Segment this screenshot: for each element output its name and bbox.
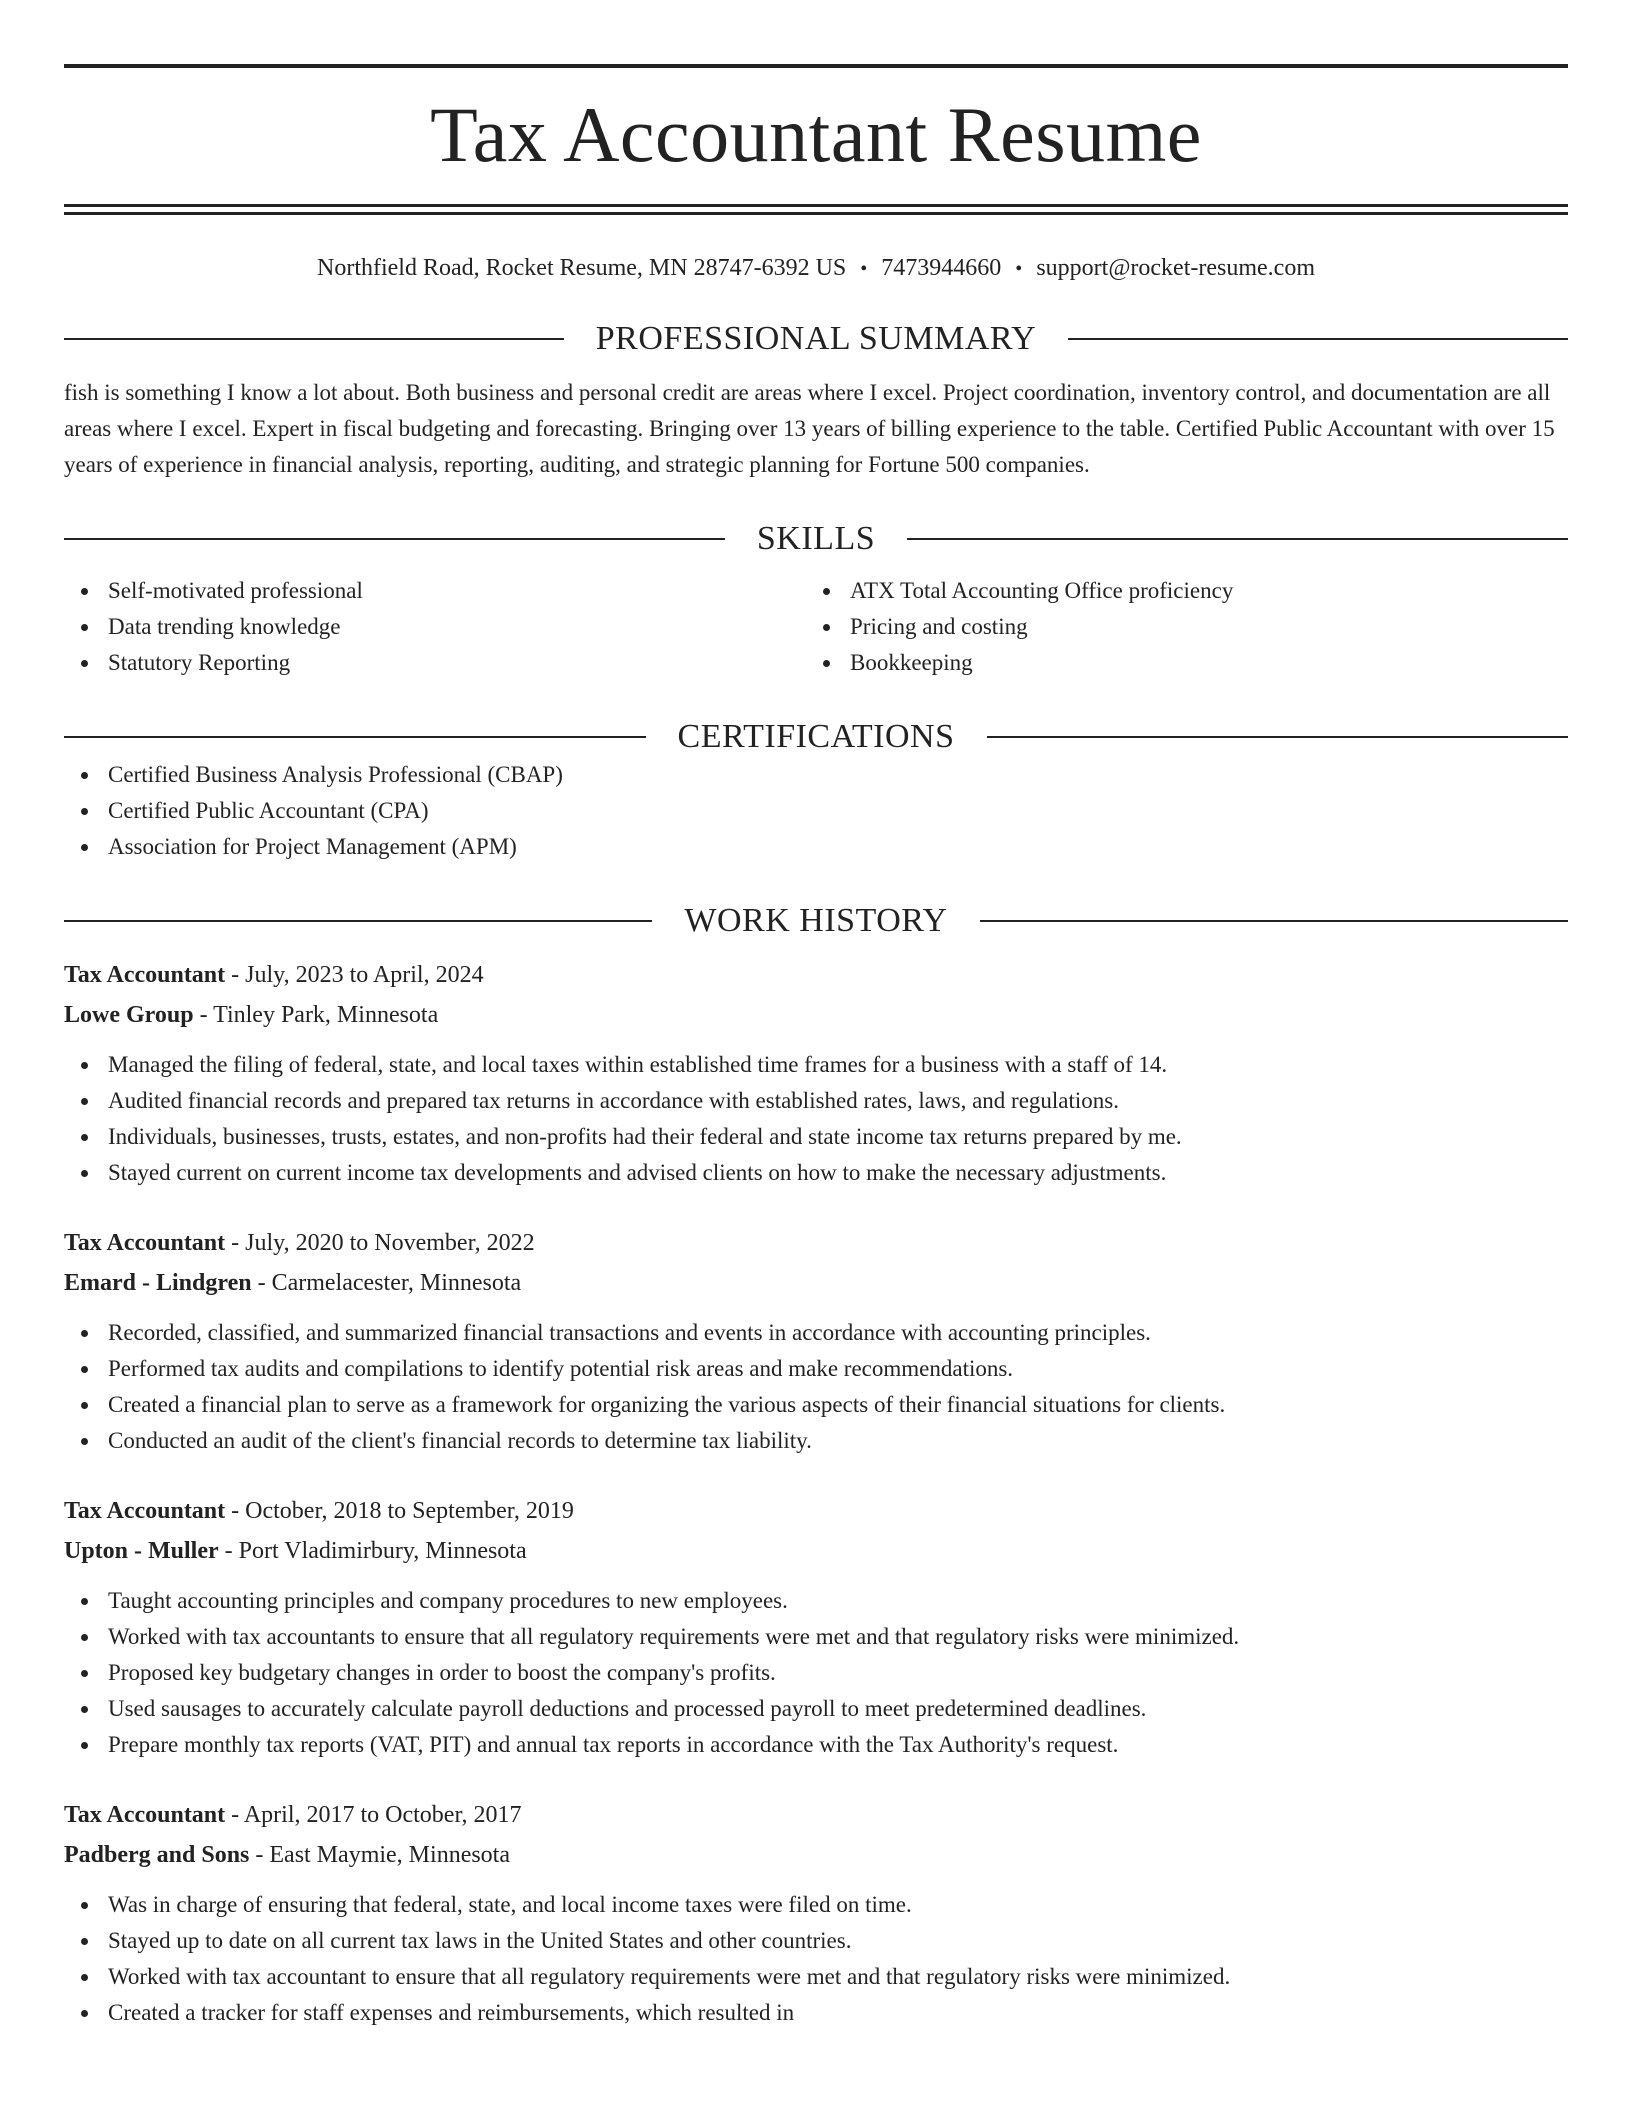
- job-dates: - July, 2023 to April, 2024: [225, 962, 484, 988]
- heading-rule-right: [987, 736, 1569, 738]
- heading-rule-left: [64, 338, 564, 340]
- job-bullets: [64, 1887, 1568, 2031]
- title-double-rule: [64, 204, 1568, 215]
- heading-rule-right: [1068, 338, 1568, 340]
- job-entry: [64, 955, 1568, 1191]
- contact-address: Northfield Road, Rocket Resume, MN 28747-6392 US: [317, 255, 847, 281]
- job-bullet: Worked with tax accountants to ensure that all regulatory requirements were met and that regulatory risks were minimized.: [64, 1619, 1568, 1655]
- job-bullet: Stayed current on current income tax developments and advised clients on how to make the necessary adjustments.: [64, 1155, 1568, 1191]
- skill-item: Bookkeeping: [806, 645, 1548, 681]
- certifications-heading-label: CERTIFICATIONS: [677, 718, 955, 755]
- job-location: - Port Vladimirbury, Minnesota: [218, 1538, 527, 1564]
- job-bullet: Used sausages to accurately calculate payroll deductions and processed payroll to meet predetermined deadlines.: [64, 1691, 1568, 1727]
- contact-line: [64, 253, 1568, 283]
- certifications-list: [64, 757, 1568, 865]
- job-title: Tax Accountant: [64, 1230, 226, 1256]
- contact-email[interactable]: support@rocket-resume.com: [1036, 255, 1315, 281]
- job-bullet: Proposed key budgetary changes in order to boost the company's profits.: [64, 1655, 1568, 1691]
- contact-separator: •: [860, 258, 868, 280]
- skill-item: ATX Total Accounting Office proficiency: [806, 573, 1548, 609]
- job-title-line: [64, 1491, 1568, 1531]
- job-company-line: [64, 1835, 1568, 1875]
- contact-separator: •: [1015, 258, 1023, 280]
- job-company-line: [64, 995, 1568, 1035]
- summary-heading-label: PROFESSIONAL SUMMARY: [595, 320, 1037, 357]
- resume-page: [64, 64, 1568, 2031]
- summary-text: fish is something I know a lot about. Both business and personal credit are areas where I excel. Project coordination, inventory control, and documentation are all areas where I excel. Expert in fiscal budgeting and forecasting. Bringing over 13 years of billing experience to the table. Certified Public Accountant with over 15 years of experience in financial analysis, reporting, auditing, and strategic planning for Fortune 500 companies.: [64, 380, 1555, 477]
- skill-item: Self-motivated professional: [64, 573, 806, 609]
- job-company: Padberg and Sons: [64, 1842, 250, 1868]
- skill-item: Data trending knowledge: [64, 609, 806, 645]
- heading-rule-right: [980, 920, 1568, 922]
- skills-column-left: [64, 573, 806, 681]
- heading-rule-left: [64, 736, 646, 738]
- skills-heading: [64, 519, 1568, 559]
- summary-heading: [64, 319, 1568, 359]
- heading-rule-left: [64, 538, 725, 540]
- job-title: Tax Accountant: [64, 962, 226, 988]
- job-company-line: [64, 1263, 1568, 1303]
- job-bullets: [64, 1047, 1568, 1191]
- job-location: - Tinley Park, Minnesota: [193, 1002, 439, 1028]
- job-company: Lowe Group: [64, 1002, 194, 1028]
- job-bullet: Recorded, classified, and summarized financial transactions and events in accordance with accounting principles.: [64, 1315, 1568, 1351]
- heading-rule-right: [907, 538, 1568, 540]
- job-company: Upton - Muller: [64, 1538, 219, 1564]
- job-title: Tax Accountant: [64, 1498, 226, 1524]
- skills-heading-label: SKILLS: [756, 520, 876, 557]
- job-entry: [64, 1795, 1568, 2031]
- job-bullet: Managed the filing of federal, state, and local taxes within established time frames for a business with a staff of 14.: [64, 1047, 1568, 1083]
- job-title-line: [64, 1795, 1568, 1835]
- job-bullets: [64, 1315, 1568, 1459]
- job-dates: - April, 2017 to October, 2017: [225, 1802, 522, 1828]
- job-company-line: [64, 1531, 1568, 1571]
- job-company: Emard - Lindgren: [64, 1270, 252, 1296]
- job-dates: - July, 2020 to November, 2022: [225, 1230, 535, 1256]
- job-bullet: Worked with tax accountant to ensure that all regulatory requirements were met and that regulatory risks were minimized.: [64, 1959, 1568, 1995]
- job-title-line: [64, 1223, 1568, 1263]
- job-bullet: Was in charge of ensuring that federal, state, and local income taxes were filed on time.: [64, 1887, 1568, 1923]
- certifications-heading: [64, 717, 1568, 757]
- job-bullet: Individuals, businesses, trusts, estates, and non-profits had their federal and state income tax returns prepared by me.: [64, 1119, 1568, 1155]
- certification-item: Certified Business Analysis Professional (CBAP): [64, 757, 1568, 793]
- job-location: - Carmelacester, Minnesota: [251, 1270, 522, 1296]
- job-bullets: [64, 1583, 1568, 1763]
- skill-item: Statutory Reporting: [64, 645, 806, 681]
- job-title: Tax Accountant: [64, 1802, 226, 1828]
- job-title-line: [64, 955, 1568, 995]
- certification-item: Association for Project Management (APM): [64, 829, 1568, 865]
- skill-item: Pricing and costing: [806, 609, 1548, 645]
- certification-item: Certified Public Accountant (CPA): [64, 793, 1568, 829]
- job-bullet: Audited financial records and prepared tax returns in accordance with established rates, laws, and regulations.: [64, 1083, 1568, 1119]
- job-bullet: Performed tax audits and compilations to identify potential risk areas and make recommendations.: [64, 1351, 1568, 1387]
- job-dates: - October, 2018 to September, 2019: [225, 1498, 574, 1524]
- job-bullet: Stayed up to date on all current tax laws in the United States and other countries.: [64, 1923, 1568, 1959]
- job-bullet: Created a tracker for staff expenses and reimbursements, which resulted in: [64, 1995, 1568, 2031]
- job-bullet: Prepare monthly tax reports (VAT, PIT) and annual tax reports in accordance with the Tax Authority's request.: [64, 1727, 1568, 1763]
- skills-list: [64, 573, 1568, 681]
- heading-rule-left: [64, 920, 652, 922]
- top-rule: [64, 64, 1568, 68]
- work-history-heading-label: WORK HISTORY: [684, 902, 948, 939]
- job-location: - East Maymie, Minnesota: [249, 1842, 511, 1868]
- job-bullet: Conducted an audit of the client's financial records to determine tax liability.: [64, 1423, 1568, 1459]
- job-entry: [64, 1223, 1568, 1459]
- contact-phone[interactable]: 7473944660: [881, 255, 1002, 281]
- job-entry: [64, 1491, 1568, 1763]
- resume-title: Tax Accountant Resume: [430, 91, 1202, 178]
- job-bullet: Created a financial plan to serve as a framework for organizing the various aspects of their financial situations for clients.: [64, 1387, 1568, 1423]
- job-bullet: Taught accounting principles and company procedures to new employees.: [64, 1583, 1568, 1619]
- skills-column-right: [806, 573, 1548, 681]
- work-history-heading: [64, 901, 1568, 941]
